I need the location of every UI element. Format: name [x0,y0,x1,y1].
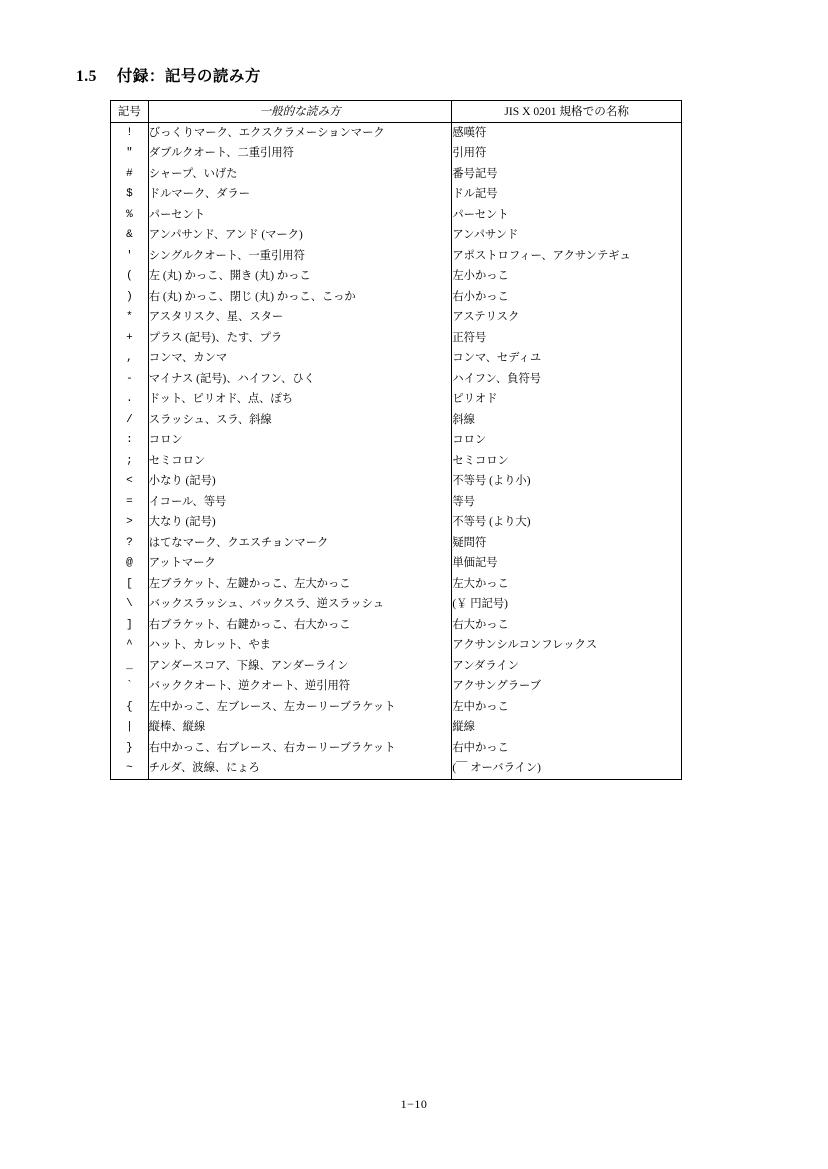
table-row [111,349,682,370]
table-row [111,595,682,616]
cell-jis-name: (￥ 円記号) [452,595,682,616]
cell-reading: 縦棒、縦線 [148,718,452,739]
table-row [111,451,682,472]
section-number: 1.5 [76,68,97,85]
cell-jis-name: 引用符 [452,144,682,165]
cell-symbol: . [111,390,149,411]
cell-reading: コンマ、カンマ [148,349,452,370]
cell-symbol: ' [111,246,149,267]
cell-symbol: & [111,226,149,247]
cell-symbol: % [111,205,149,226]
cell-reading: 左 (丸) かっこ、開き (丸) かっこ [148,267,452,288]
cell-jis-name: アクサンシルコンフレックス [452,636,682,657]
table-row [111,738,682,759]
cell-symbol: > [111,513,149,534]
cell-jis-name: 右大かっこ [452,615,682,636]
cell-symbol: ` [111,677,149,698]
cell-symbol: ) [111,287,149,308]
table-row [111,759,682,780]
cell-reading: ダブルクオート、二重引用符 [148,144,452,165]
cell-jis-name: アポストロフィー、アクサンテギュ [452,246,682,267]
cell-symbol: | [111,718,149,739]
table-row [111,308,682,329]
section-heading-text: 付録：記号の読み方 [116,68,261,85]
cell-reading: バッククオート、逆クオート、逆引用符 [148,677,452,698]
table-row [111,697,682,718]
column-header-jis: JIS X 0201 規格での名称 [452,101,682,123]
cell-jis-name: 不等号 (より小) [452,472,682,493]
table-row [111,431,682,452]
cell-reading: マイナス (記号)、ハイフン、ひく [148,369,452,390]
cell-jis-name: ハイフン、負符号 [452,369,682,390]
cell-jis-name: 感嘆符 [452,123,682,144]
cell-jis-name: 等号 [452,492,682,513]
cell-symbol: @ [111,554,149,575]
cell-symbol: ] [111,615,149,636]
table-row [111,164,682,185]
cell-jis-name: セミコロン [452,451,682,472]
cell-jis-name: 不等号 (より大) [452,513,682,534]
table-row [111,144,682,165]
cell-reading: シャープ、いげた [148,164,452,185]
table-row [111,574,682,595]
table-row [111,287,682,308]
cell-reading: 左ブラケット、左鍵かっこ、左大かっこ [148,574,452,595]
table-row [111,636,682,657]
cell-reading: 小なり (記号) [148,472,452,493]
cell-reading: びっくりマーク、エクスクラメーションマーク [148,123,452,144]
table-header-row [111,101,682,123]
table-row [111,677,682,698]
cell-jis-name: 縦線 [452,718,682,739]
cell-symbol: ? [111,533,149,554]
cell-reading: 右中かっこ、右ブレース、右カーリーブラケット [148,738,452,759]
table-body [111,123,682,780]
page-title [76,64,261,86]
cell-symbol: + [111,328,149,349]
cell-symbol: : [111,431,149,452]
column-header-reading: 一般的な読み方 [148,101,452,123]
cell-reading: はてなマーク、クエスチョンマーク [148,533,452,554]
cell-symbol: # [111,164,149,185]
cell-symbol: < [111,472,149,493]
table-row [111,390,682,411]
table-row [111,554,682,575]
table-row [111,246,682,267]
table-row [111,328,682,349]
table-row [111,718,682,739]
cell-reading: セミコロン [148,451,452,472]
cell-jis-name: 右小かっこ [452,287,682,308]
table-row [111,369,682,390]
cell-reading: アットマーク [148,554,452,575]
cell-jis-name: アステリスク [452,308,682,329]
table-row [111,513,682,534]
cell-symbol: $ [111,185,149,206]
cell-reading: アスタリスク、星、スター [148,308,452,329]
cell-jis-name: 左中かっこ [452,697,682,718]
cell-symbol: { [111,697,149,718]
cell-symbol: ; [111,451,149,472]
cell-reading: ドルマーク、ダラー [148,185,452,206]
cell-reading: アンパサンド、アンド (マーク) [148,226,452,247]
cell-reading: 右ブラケット、右鍵かっこ、右大かっこ [148,615,452,636]
table-row [111,656,682,677]
cell-jis-name: (￣ オーバライン) [452,759,682,780]
cell-reading: コロン [148,431,452,452]
cell-reading: バックスラッシュ、バックスラ、逆スラッシュ [148,595,452,616]
cell-symbol: * [111,308,149,329]
cell-reading: ドット、ピリオド、点、ぽち [148,390,452,411]
table-row [111,205,682,226]
cell-symbol: ^ [111,636,149,657]
cell-jis-name: コロン [452,431,682,452]
table-row [111,615,682,636]
cell-reading: プラス (記号)、たす、プラ [148,328,452,349]
cell-reading: ハット、カレット、やま [148,636,452,657]
cell-reading: スラッシュ、スラ、斜線 [148,410,452,431]
cell-reading: 左中かっこ、左ブレース、左カーリーブラケット [148,697,452,718]
cell-symbol: \ [111,595,149,616]
cell-symbol: _ [111,656,149,677]
table-row [111,472,682,493]
cell-reading: シングルクオート、一重引用符 [148,246,452,267]
cell-symbol: " [111,144,149,165]
cell-jis-name: 単価記号 [452,554,682,575]
table-row [111,226,682,247]
cell-symbol: , [111,349,149,370]
cell-jis-name: 左小かっこ [452,267,682,288]
cell-symbol: = [111,492,149,513]
table-row [111,410,682,431]
cell-jis-name: ピリオド [452,390,682,411]
symbol-reading-table [110,100,682,780]
cell-reading: チルダ、波線、にょろ [148,759,452,780]
table-row [111,533,682,554]
cell-jis-name: ドル記号 [452,185,682,206]
cell-reading: アンダースコア、下線、アンダーライン [148,656,452,677]
cell-symbol: ! [111,123,149,144]
cell-symbol: ~ [111,759,149,780]
cell-symbol: [ [111,574,149,595]
column-header-symbol: 記号 [111,101,149,123]
cell-jis-name: 正符号 [452,328,682,349]
cell-symbol: / [111,410,149,431]
cell-jis-name: パーセント [452,205,682,226]
cell-reading: 右 (丸) かっこ、閉じ (丸) かっこ、こっか [148,287,452,308]
cell-jis-name: アクサングラーブ [452,677,682,698]
cell-jis-name: 左大かっこ [452,574,682,595]
table-row [111,123,682,144]
table-row [111,492,682,513]
cell-jis-name: 番号記号 [452,164,682,185]
cell-reading: パーセント [148,205,452,226]
cell-jis-name: アンダライン [452,656,682,677]
table-row [111,185,682,206]
page-number: 1−10 [400,1097,428,1111]
cell-jis-name: 斜線 [452,410,682,431]
table-row [111,267,682,288]
cell-reading: 大なり (記号) [148,513,452,534]
cell-reading: イコール、等号 [148,492,452,513]
cell-symbol: } [111,738,149,759]
cell-jis-name: 疑問符 [452,533,682,554]
cell-symbol: ( [111,267,149,288]
cell-jis-name: アンパサンド [452,226,682,247]
cell-symbol: - [111,369,149,390]
cell-jis-name: 右中かっこ [452,738,682,759]
cell-jis-name: コンマ、セディユ [452,349,682,370]
